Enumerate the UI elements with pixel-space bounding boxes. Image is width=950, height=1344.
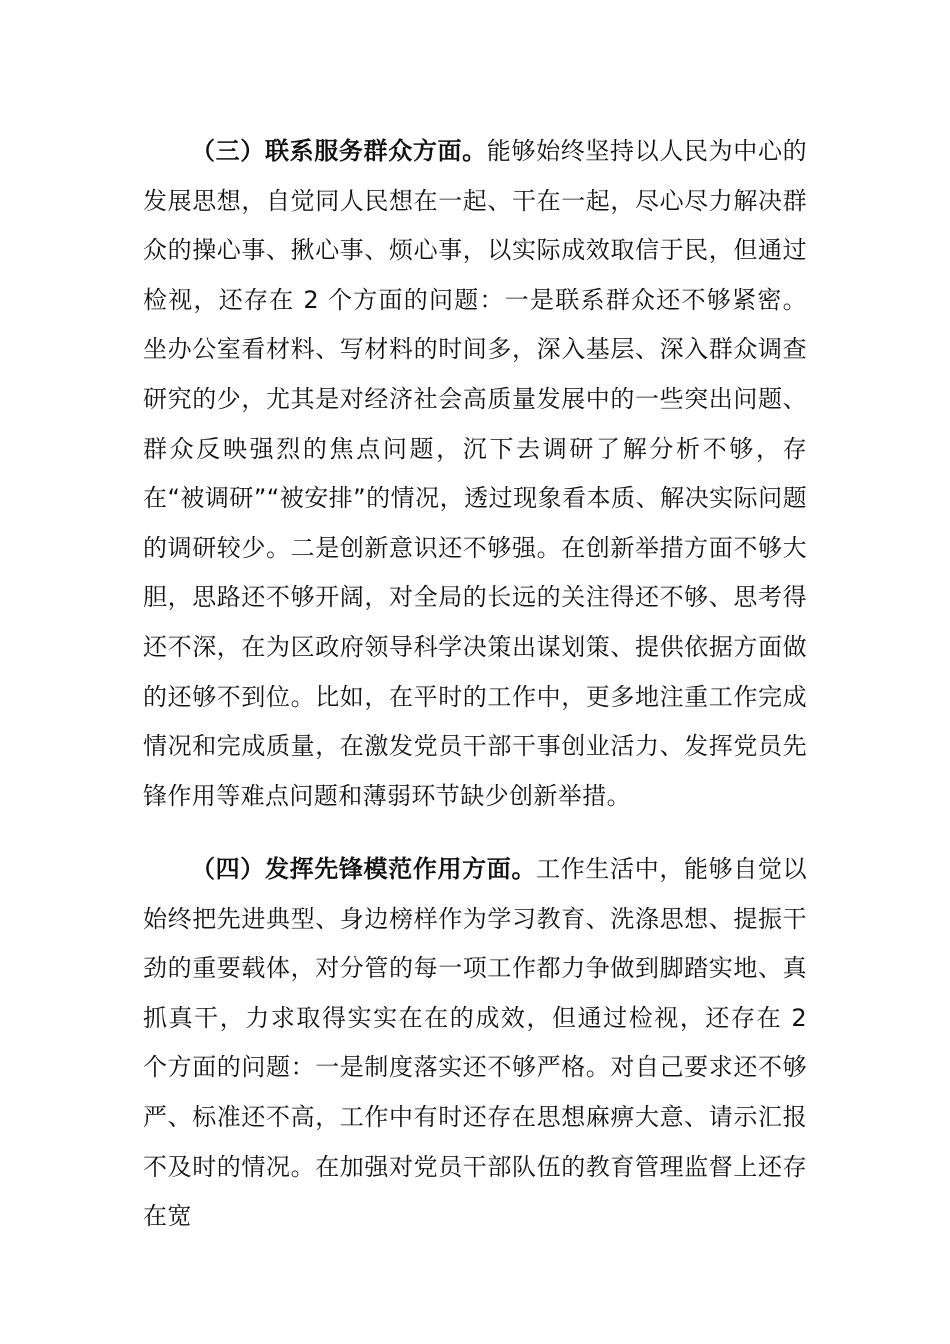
section-4-body: 工作生活中，能够自觉以始终把先进典型、身边榜样作为学习教育、洗涤思想、提振干劲的重要载体，对分管的每一项工作都力争做到脚踏实地、真抓真干，力求取得实实在在的成效，但通过检视，还存在 2 个方面的问题：一是制度落实还不够严格。对自己要求还不够严、标准还不高，工作中有时还存在思想麻痹大意、请示汇报不及时的情况。在加强对党员干部队伍的教育管理监督上还存在宽 bbox=[143, 855, 807, 1231]
section-4-heading: （四）发挥先锋模范作用方面。 bbox=[191, 855, 537, 883]
paragraph-section-3 bbox=[143, 127, 807, 821]
section-3-body: 能够始终坚持以人民为中心的发展思想，自觉同人民想在一起、干在一起，尽心尽力解决群众的操心事、揪心事、烦心事，以实际成效取信于民，但通过检视，还存在 2 个方面的问题：一是联系群众还不够紧密。坐办公室看材料、写材料的时间多，深入基层、深入群众调查研究的少，尤其是对经济社会高质量发展中的一些突出问题、群众反映强烈的焦点问题，沉下去调研了解分析不够，存在“被调研”“被安排”的情况，透过现象看本质、解决实际问题的调研较少。二是创新意识还不够强。在创新举措方面不够大胆，思路还不够开阔，对全局的长远的关注得还不够、思考得还不深，在为区政府领导科学决策出谋划策、提供依据方面做的还够不到位。比如，在平时的工作中，更多地注重工作完成情况和完成质量，在激发党员干部干事创业活力、发挥党员先锋作用等难点问题和薄弱环节缺少创新举措。 bbox=[143, 137, 807, 810]
paragraph-section-4 bbox=[143, 845, 807, 1242]
section-3-heading: （三）联系服务群众方面。 bbox=[191, 137, 487, 165]
